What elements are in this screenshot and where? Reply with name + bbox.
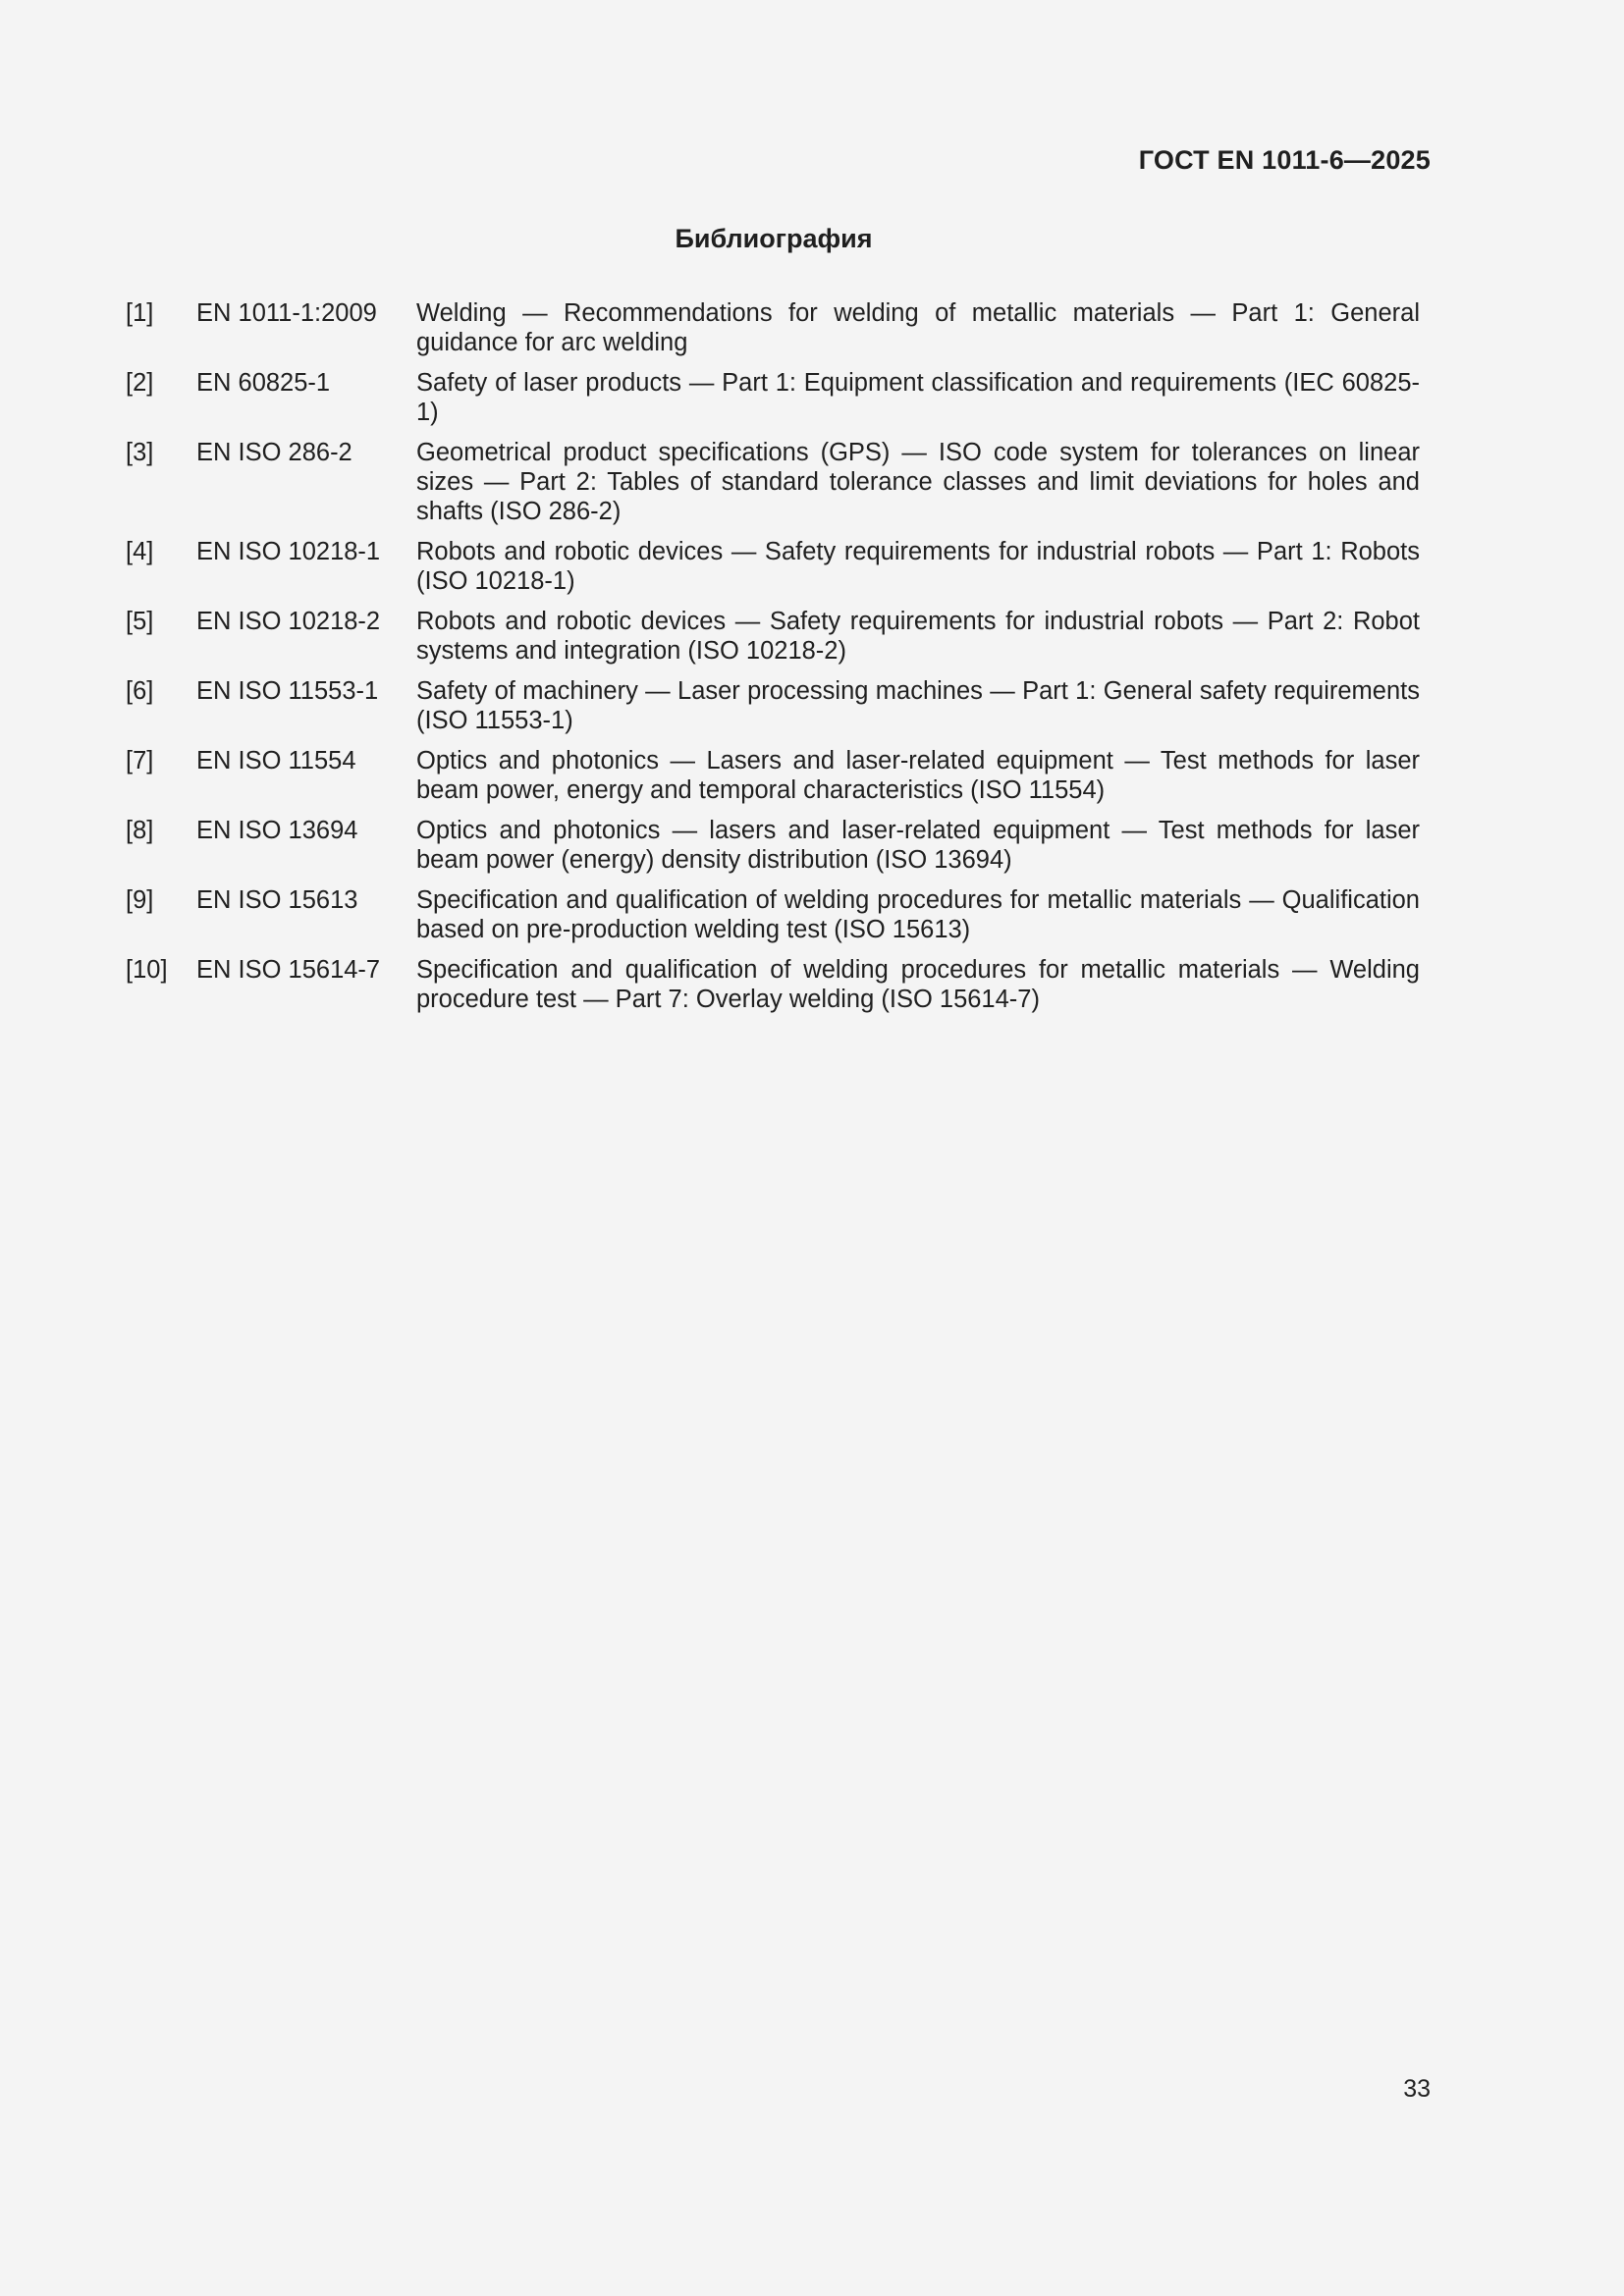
entry-standard-code: EN ISO 13694	[196, 817, 358, 844]
bibliography-entry	[126, 816, 1420, 875]
entry-title: Robots and robotic devices — Safety requirements for industrial robots — Part 1: Robots (ISO 10218-1)	[416, 538, 1420, 595]
bibliography-title: Библиография	[675, 224, 873, 253]
entry-title: Geometrical product specifications (GPS) — ISO code system for tolerances on linear sizes — Part 2: Tables of standard tolerance classes and limit deviations for holes and shafts (ISO 286-2)	[416, 439, 1420, 525]
entry-number: [6]	[126, 677, 154, 705]
entry-title: Optics and photonics — lasers and laser-related equipment — Test methods for laser beam power (energy) density distribution (ISO 13694)	[416, 817, 1420, 874]
entry-title: Optics and photonics — Lasers and laser-related equipment — Test methods for laser beam power, energy and temporal characteristics (ISO 11554)	[416, 747, 1420, 804]
bibliography-entry	[126, 885, 1420, 944]
bibliography-entry	[126, 676, 1420, 735]
entry-number: [5]	[126, 608, 154, 635]
bibliography-list	[126, 298, 1420, 1025]
entry-title: Specification and qualification of welding procedures for metallic materials — Welding procedure test — Part 7: Overlay welding (ISO 15614-7)	[416, 956, 1420, 1013]
bibliography-entry	[126, 746, 1420, 805]
entry-number: [2]	[126, 369, 154, 397]
entry-title: Safety of laser products — Part 1: Equipment classification and requirements (IEC 60825-1)	[416, 369, 1420, 426]
entry-standard-code: EN ISO 15613	[196, 886, 358, 914]
entry-number: [1]	[126, 299, 154, 327]
entry-title: Robots and robotic devices — Safety requirements for industrial robots — Part 2: Robot systems and integration (ISO 10218-2)	[416, 608, 1420, 665]
entry-number: [8]	[126, 817, 154, 844]
entry-standard-code: EN ISO 11554	[196, 747, 356, 774]
entry-number: [4]	[126, 538, 154, 565]
bibliography-entry	[126, 298, 1420, 357]
bibliography-entry	[126, 607, 1420, 666]
page-number: 33	[1403, 2075, 1431, 2103]
entry-standard-code: EN ISO 10218-1	[196, 538, 381, 565]
entry-standard-code: EN ISO 15614-7	[196, 956, 381, 984]
document-code-header: ГОСТ EN 1011-6—2025	[1138, 145, 1431, 175]
entry-number: [3]	[126, 439, 154, 466]
entry-number: [10]	[126, 956, 168, 984]
entry-number: [9]	[126, 886, 154, 914]
bibliography-entry	[126, 368, 1420, 427]
bibliography-entry	[126, 537, 1420, 596]
entry-title: Safety of machinery — Laser processing machines — Part 1: General safety requirements (ISO 11553-1)	[416, 677, 1420, 734]
bibliography-entry	[126, 438, 1420, 526]
entry-standard-code: EN 60825-1	[196, 369, 331, 397]
entry-standard-code: EN ISO 10218-2	[196, 608, 381, 635]
entry-title: Welding — Recommendations for welding of metallic materials — Part 1: General guidance for arc welding	[416, 299, 1420, 356]
entry-standard-code: EN ISO 286-2	[196, 439, 352, 466]
bibliography-entry	[126, 955, 1420, 1014]
entry-standard-code: EN 1011-1:2009	[196, 299, 377, 327]
entry-title: Specification and qualification of welding procedures for metallic materials — Qualification based on pre-production welding test (ISO 15613)	[416, 886, 1420, 943]
entry-standard-code: EN ISO 11553-1	[196, 677, 379, 705]
entry-number: [7]	[126, 747, 154, 774]
